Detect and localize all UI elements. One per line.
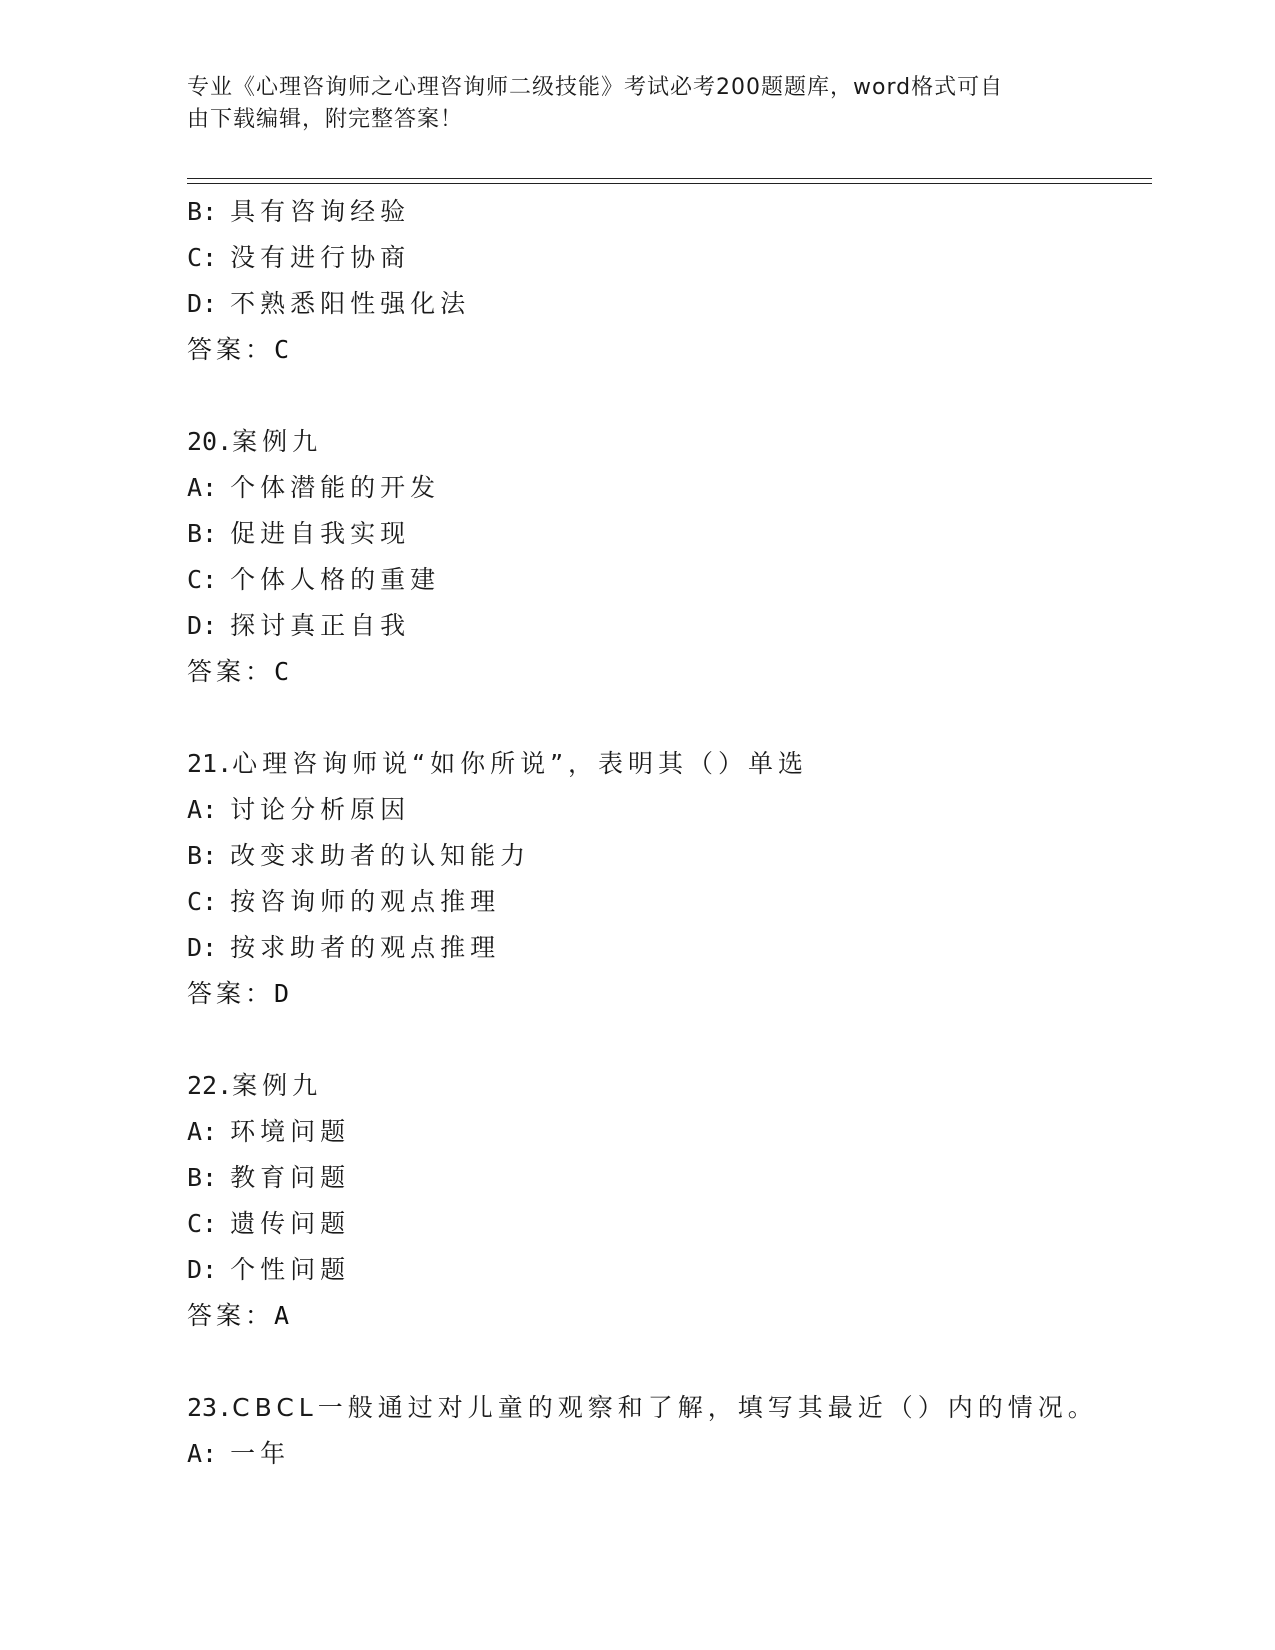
option-line [187, 1155, 1152, 1201]
option-key: C: [187, 565, 218, 594]
header-divider-bottom [187, 183, 1152, 184]
option-line [187, 189, 1152, 235]
header-line-1: 专业《心理咨询师之心理咨询师二级技能》考试必考200题题库，word格式可自 [187, 75, 1004, 100]
option-line [187, 1109, 1152, 1155]
option-key: B: [187, 1163, 218, 1192]
answer-label: 答案： [187, 979, 275, 1008]
question-number: 21. [187, 749, 233, 778]
answer-value: C [274, 335, 290, 364]
question-stem [187, 419, 1152, 465]
question-number: 22. [187, 1071, 233, 1100]
header-divider-top [187, 178, 1152, 179]
question-text: 案例九 [232, 1071, 323, 1100]
answer-line [187, 649, 1152, 695]
question-list [187, 189, 1152, 1477]
question-item [187, 1385, 1152, 1477]
answer-value: D [274, 979, 290, 1008]
question-stem [187, 1063, 1152, 1109]
answer-line [187, 971, 1152, 1017]
option-key: A: [187, 1117, 218, 1146]
answer-label: 答案： [187, 335, 275, 364]
question-text: CBCL一般通过对儿童的观察和了解，填写其最近（）内的情况。 [232, 1393, 1098, 1422]
option-line [187, 1431, 1152, 1477]
option-text: 改变求助者的认知能力 [230, 841, 531, 870]
answer-line [187, 327, 1152, 373]
option-line [187, 511, 1152, 557]
option-text: 环境问题 [230, 1117, 351, 1146]
option-line [187, 235, 1152, 281]
question-number: 20. [187, 427, 233, 456]
header-line-2: 由下载编辑，附完整答案！ [187, 107, 464, 132]
option-key: C: [187, 887, 218, 916]
option-line [187, 1201, 1152, 1247]
answer-value: A [274, 1301, 290, 1330]
option-text: 个体人格的重建 [230, 565, 441, 594]
question-stem [187, 1385, 1152, 1431]
option-text: 具有咨询经验 [230, 197, 411, 226]
option-text: 教育问题 [230, 1163, 351, 1192]
option-text: 讨论分析原因 [230, 795, 411, 824]
option-key: D: [187, 289, 218, 318]
option-text: 促进自我实现 [230, 519, 411, 548]
option-key: D: [187, 1255, 218, 1284]
option-key: A: [187, 473, 218, 502]
option-text: 个体潜能的开发 [230, 473, 441, 502]
question-fragment [187, 189, 1152, 373]
option-line [187, 281, 1152, 327]
option-text: 按咨询师的观点推理 [230, 887, 501, 916]
option-text: 按求助者的观点推理 [230, 933, 501, 962]
answer-label: 答案： [187, 1301, 275, 1330]
option-key: C: [187, 1209, 218, 1238]
document-header [187, 72, 1067, 136]
option-text: 个性问题 [230, 1255, 351, 1284]
question-stem [187, 741, 1152, 787]
option-key: B: [187, 197, 218, 226]
option-line [187, 465, 1152, 511]
option-text: 探讨真正自我 [230, 611, 411, 640]
option-key: B: [187, 841, 218, 870]
option-key: C: [187, 243, 218, 272]
answer-label: 答案： [187, 657, 275, 686]
option-line [187, 557, 1152, 603]
option-text: 遗传问题 [230, 1209, 351, 1238]
question-item [187, 1063, 1152, 1339]
question-text: 案例九 [232, 427, 323, 456]
question-number: 23. [187, 1393, 233, 1422]
option-line [187, 603, 1152, 649]
answer-line [187, 1293, 1152, 1339]
option-key: B: [187, 519, 218, 548]
option-text: 没有进行协商 [230, 243, 411, 272]
option-line [187, 879, 1152, 925]
question-item [187, 741, 1152, 1017]
option-text: 一年 [230, 1439, 291, 1468]
option-line [187, 787, 1152, 833]
question-item [187, 419, 1152, 695]
option-key: D: [187, 611, 218, 640]
question-text: 心理咨询师说“如你所说”，表明其（）单选 [232, 749, 809, 778]
option-key: D: [187, 933, 218, 962]
option-line [187, 925, 1152, 971]
option-key: A: [187, 795, 218, 824]
option-key: A: [187, 1439, 218, 1468]
option-text: 不熟悉阳性强化法 [230, 289, 471, 318]
answer-value: C [274, 657, 290, 686]
option-line [187, 833, 1152, 879]
option-line [187, 1247, 1152, 1293]
